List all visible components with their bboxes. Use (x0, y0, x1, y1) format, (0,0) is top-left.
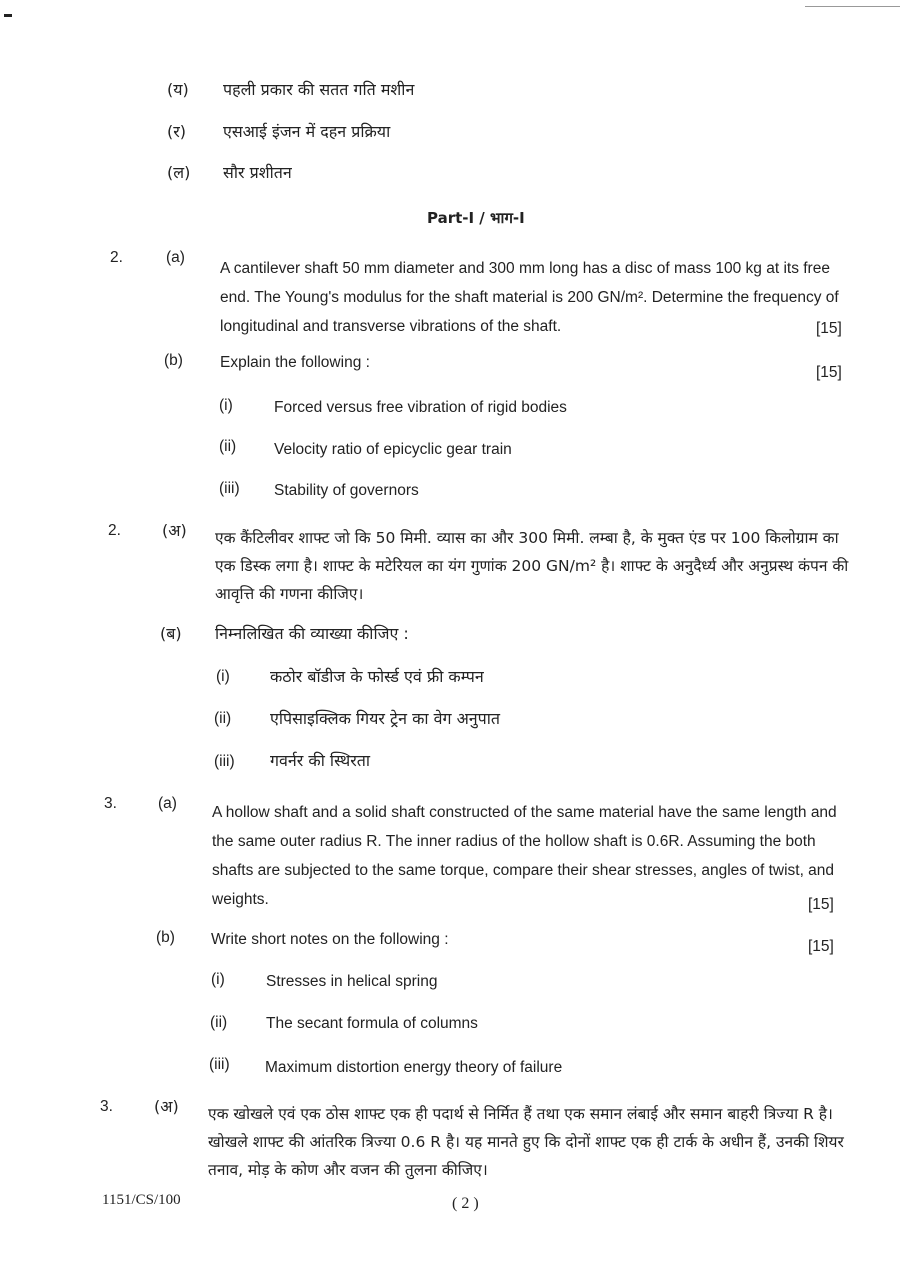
part-label: (b) (164, 352, 183, 369)
item-text: एपिसाइक्लिक गियर ट्रेन का वेग अनुपात (270, 709, 501, 728)
marks: [15] (816, 364, 842, 381)
item-text: Stresses in helical spring (266, 973, 438, 990)
item-text: पहली प्रकार की सतत गति मशीन (223, 80, 415, 99)
item-text: Stability of governors (274, 482, 419, 499)
item-marker: (य) (167, 80, 189, 99)
item-label: (i) (219, 397, 233, 414)
page-number: ( 2 ) (452, 1195, 479, 1212)
part-label: (ब) (160, 624, 182, 643)
item-text: गवर्नर की स्थिरता (270, 751, 371, 770)
part-label: (b) (156, 929, 175, 946)
item-text: एसआई इंजन में दहन प्रक्रिया (223, 122, 391, 141)
question-text: A hollow shaft and a solid shaft constructed of the same material have the same length and the same outer radius R. The inner radius of the hollow shaft is 0.6R. Assuming the both shafts are subjected to the same torque, compare their shear stresses, angles of twist, and weights. (212, 804, 837, 908)
item-label: (iii) (214, 753, 235, 770)
question-text: Write short notes on the following : (211, 931, 449, 948)
part-label: (a) (158, 795, 177, 812)
question-text: Explain the following : (220, 354, 370, 371)
marks: [15] (808, 896, 834, 913)
question-number: 2. (110, 249, 123, 266)
question-number: 3. (100, 1098, 113, 1115)
item-text: कठोर बॉडीज के फोर्स्ड एवं फ्री कम्पन (270, 667, 484, 686)
item-label: (i) (211, 971, 225, 988)
marks: [15] (808, 938, 834, 955)
part-label: (अ) (162, 521, 187, 540)
item-label: (ii) (219, 438, 237, 455)
item-text: The secant formula of columns (266, 1015, 478, 1032)
item-marker: (र) (167, 122, 187, 141)
paper-code: 1151/CS/100 (102, 1192, 181, 1208)
question-text: एक कैंटिलीवर शाफ्ट जो कि 50 मिमी. व्यास का और 300 मिमी. लम्बा है, के मुक्त एंड पर 100 किलोग्राम का एक डिस्क लगा है। शाफ्ट के मटेरियल का यंग गुणांक 200 GN/m² है। शाफ्ट के अनुदैर्ध्य और अनुप्रस्थ कंपन की आवृत्ति की गणना कीजिए। (215, 529, 849, 603)
item-label: (i) (216, 668, 230, 685)
part-label: (अ) (154, 1097, 179, 1116)
scan-edge-line (805, 6, 900, 7)
question-text: निम्नलिखित की व्याख्या कीजिए : (215, 624, 409, 643)
item-label: (iii) (209, 1056, 230, 1073)
item-text: Forced versus free vibration of rigid bodies (274, 399, 567, 416)
item-text: Maximum distortion energy theory of failure (265, 1059, 563, 1076)
item-label: (ii) (214, 710, 232, 727)
item-label: (ii) (210, 1014, 228, 1031)
item-text: Velocity ratio of epicyclic gear train (274, 441, 512, 458)
question-text: एक खोखले एवं एक ठोस शाफ्ट एक ही पदार्थ से निर्मित हैं तथा एक समान लंबाई और समान बाहरी त्रिज्या R है। खोखले शाफ्ट की आंतरिक त्रिज्या 0.6 R है। यह मानते हुए कि दोनों शाफ्ट एक ही टार्क के अधीन हैं, उनकी शियर तनाव, मोड़ के कोण और वजन की तुलना कीजिए। (208, 1105, 844, 1179)
marks: [15] (816, 320, 842, 337)
item-marker: (ल) (167, 163, 191, 182)
question-number: 2. (108, 522, 121, 539)
question-number: 3. (104, 795, 117, 812)
part-heading: Part-I / भाग-I (427, 209, 525, 227)
item-text: सौर प्रशीतन (223, 163, 292, 182)
question-text: A cantilever shaft 50 mm diameter and 300 mm long has a disc of mass 100 kg at its free end. The Young's modulus for the shaft material is 200 GN/m². Determine the frequency of longitudinal and transverse vibrations of the shaft. (220, 260, 839, 335)
part-label: (a) (166, 249, 185, 266)
item-label: (iii) (219, 480, 240, 497)
scan-corner-mark (4, 14, 12, 17)
